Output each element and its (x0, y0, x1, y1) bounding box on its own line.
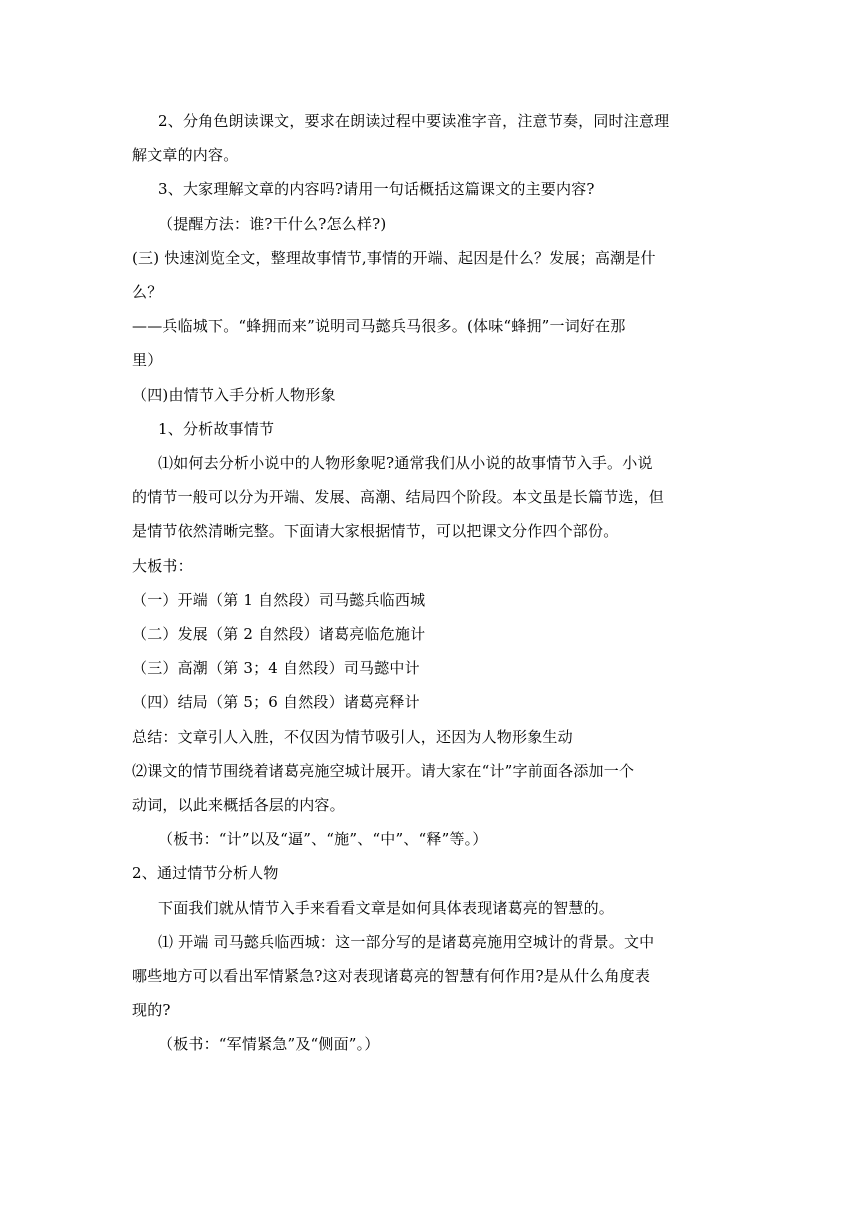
text-line: ——兵临城下。“蜂拥而来”说明司马懿兵马很多。(体味“蜂拥”一词好在那 (132, 317, 626, 336)
summary-line: 总结：文章引人入胜，不仅因为情节吸引人，还因为人物形象生动 (132, 727, 573, 746)
text-line: （板书：“计”以及“逼”、“施”、“中”、“释”等。） (158, 830, 488, 849)
subsection-heading: 1、分析故事情节 (158, 419, 275, 438)
text-line: ⑴如何去分析小说中的人物形象呢?通常我们从小说的故事情节入手。小说 (158, 454, 653, 473)
board-item: （四）结局（第 5；6 自然段）诸葛亮释计 (132, 693, 420, 712)
text-line: 是情节依然清晰完整。下面请大家根据情节，可以把课文分作四个部份。 (132, 522, 619, 541)
subsection-heading: 2、通过情节分析人物 (132, 864, 279, 883)
board-title: 大板书： (132, 556, 193, 575)
text-line: 哪些地方可以看出军情紧急?这对表现诸葛亮的智慧有何作用?是从什么角度表 (132, 967, 651, 986)
text-line: 3、大家理解文章的内容吗?请用一句话概括这篇课文的主要内容? (158, 180, 595, 199)
text-line: ⑴ 开端 司马懿兵临西城：这一部分写的是诸葛亮施用空城计的背景。文中 (158, 932, 655, 951)
text-line: 动词，以此来概括各层的内容。 (132, 796, 345, 815)
text-line: 2、分角色朗读课文，要求在朗读过程中要读准字音，注意节奏，同时注意理 (158, 112, 670, 130)
text-line: 现的? (132, 1001, 171, 1020)
board-item: （三）高潮（第 3；4 自然段）司马懿中计 (132, 659, 420, 678)
text-line: 解文章的内容。 (132, 146, 239, 165)
text-line: 下面我们就从情节入手来看看文章是如何具体表现诸葛亮的智慧的。 (158, 898, 615, 917)
board-item: （一）开端（第 1 自然段）司马懿兵临西城 (132, 590, 426, 609)
text-line: （板书：“军情紧急”及“侧面”。） (158, 1035, 380, 1054)
text-line: ⑵课文的情节围绕着诸葛亮施空城计展开。请大家在“计”字前面各添加一个 (132, 761, 635, 780)
text-line: 里） (132, 351, 163, 370)
text-line: （提醒方法：谁?干什么?怎么样?) (158, 214, 387, 233)
section-heading: (三) 快速浏览全文，整理故事情节,事情的开端、起因是什么？发展；高潮是什 (132, 248, 656, 267)
text-line: 的情节一般可以分为开端、发展、高潮、结局四个阶段。本文虽是长篇节选，但 (132, 488, 665, 507)
text-line: 么？ (132, 283, 163, 302)
board-item: （二）发展（第 2 自然段）诸葛亮临危施计 (132, 625, 426, 644)
section-heading: （四)由情节入手分析人物形象 (132, 385, 336, 404)
